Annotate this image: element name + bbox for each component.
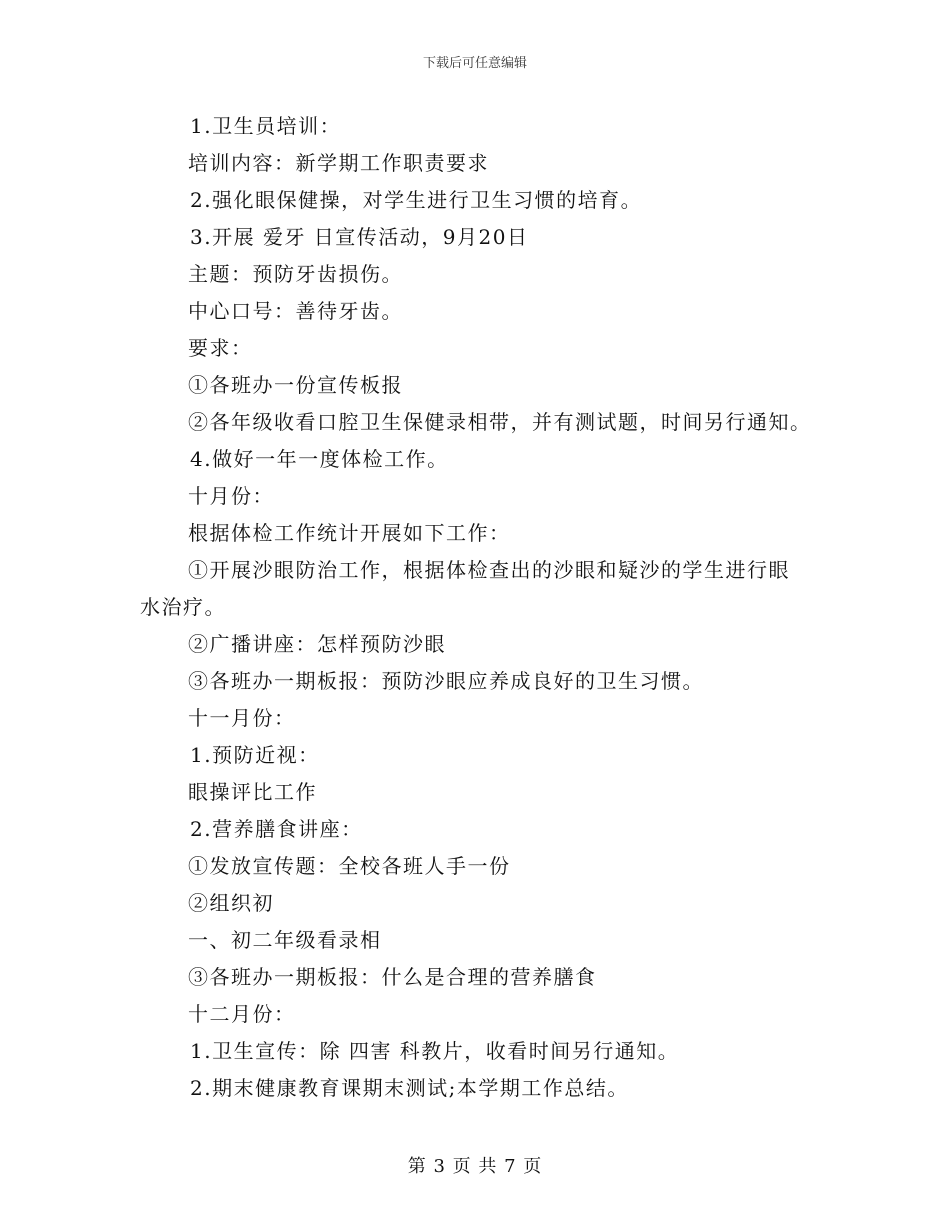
text-line: 十月份： [188,484,274,508]
page-header: 下载后可任意编辑 [422,56,527,71]
text-line: 要求： [188,336,253,360]
text-line: 水治疗。 [140,595,226,619]
text-line: 培训内容：新学期工作职责要求 [188,151,489,175]
text-line: 1.卫生宣传：除 四害 科教片，收看时间另行通知。 [190,1039,680,1063]
text-line: 1.卫生员培训： [190,114,342,138]
text-line: 中心口号：善待牙齿。 [188,299,403,323]
text-line: ③各班办一期板报：什么是合理的营养膳食 [188,965,597,989]
text-line: 十一月份： [188,706,296,730]
text-line: ②各年级收看口腔卫生保健录相带，并有测试题，时间另行通知。 [188,410,812,434]
text-line: 眼操评比工作 [188,780,317,804]
text-line: ①各班办一份宣传板报 [188,373,403,397]
text-line: ③各班办一期板报：预防沙眼应养成良好的卫生习惯。 [188,669,704,693]
text-line: 1.预防近视： [190,743,320,767]
page-number-footer: 第 3 页 共 7 页 [407,1156,543,1177]
text-line: 2.期末健康教育课期末测试;本学期工作总结。 [190,1076,629,1100]
text-line: 2.强化眼保健操，对学生进行卫生习惯的培育。 [190,188,643,212]
text-line: 主题：预防牙齿损伤。 [188,262,403,286]
text-line: 根据体检工作统计开展如下工作： [188,521,511,545]
text-line: ①发放宣传题：全校各班人手一份 [188,854,511,878]
text-line: 一、初二年级看录相 [188,928,382,952]
text-line: ①开展沙眼防治工作，根据体检查出的沙眼和疑沙的学生进行眼 [188,558,790,582]
text-line: 4.做好一年一度体检工作。 [190,447,449,471]
text-line: ②广播讲座：怎样预防沙眼 [188,632,446,656]
text-line: 2.营养膳食讲座： [190,817,363,841]
text-line: 十二月份： [188,1002,296,1026]
text-line: ②组织初 [188,891,274,915]
text-line: 3.开展 爱牙 日宣传活动，9月20日 [190,225,529,249]
